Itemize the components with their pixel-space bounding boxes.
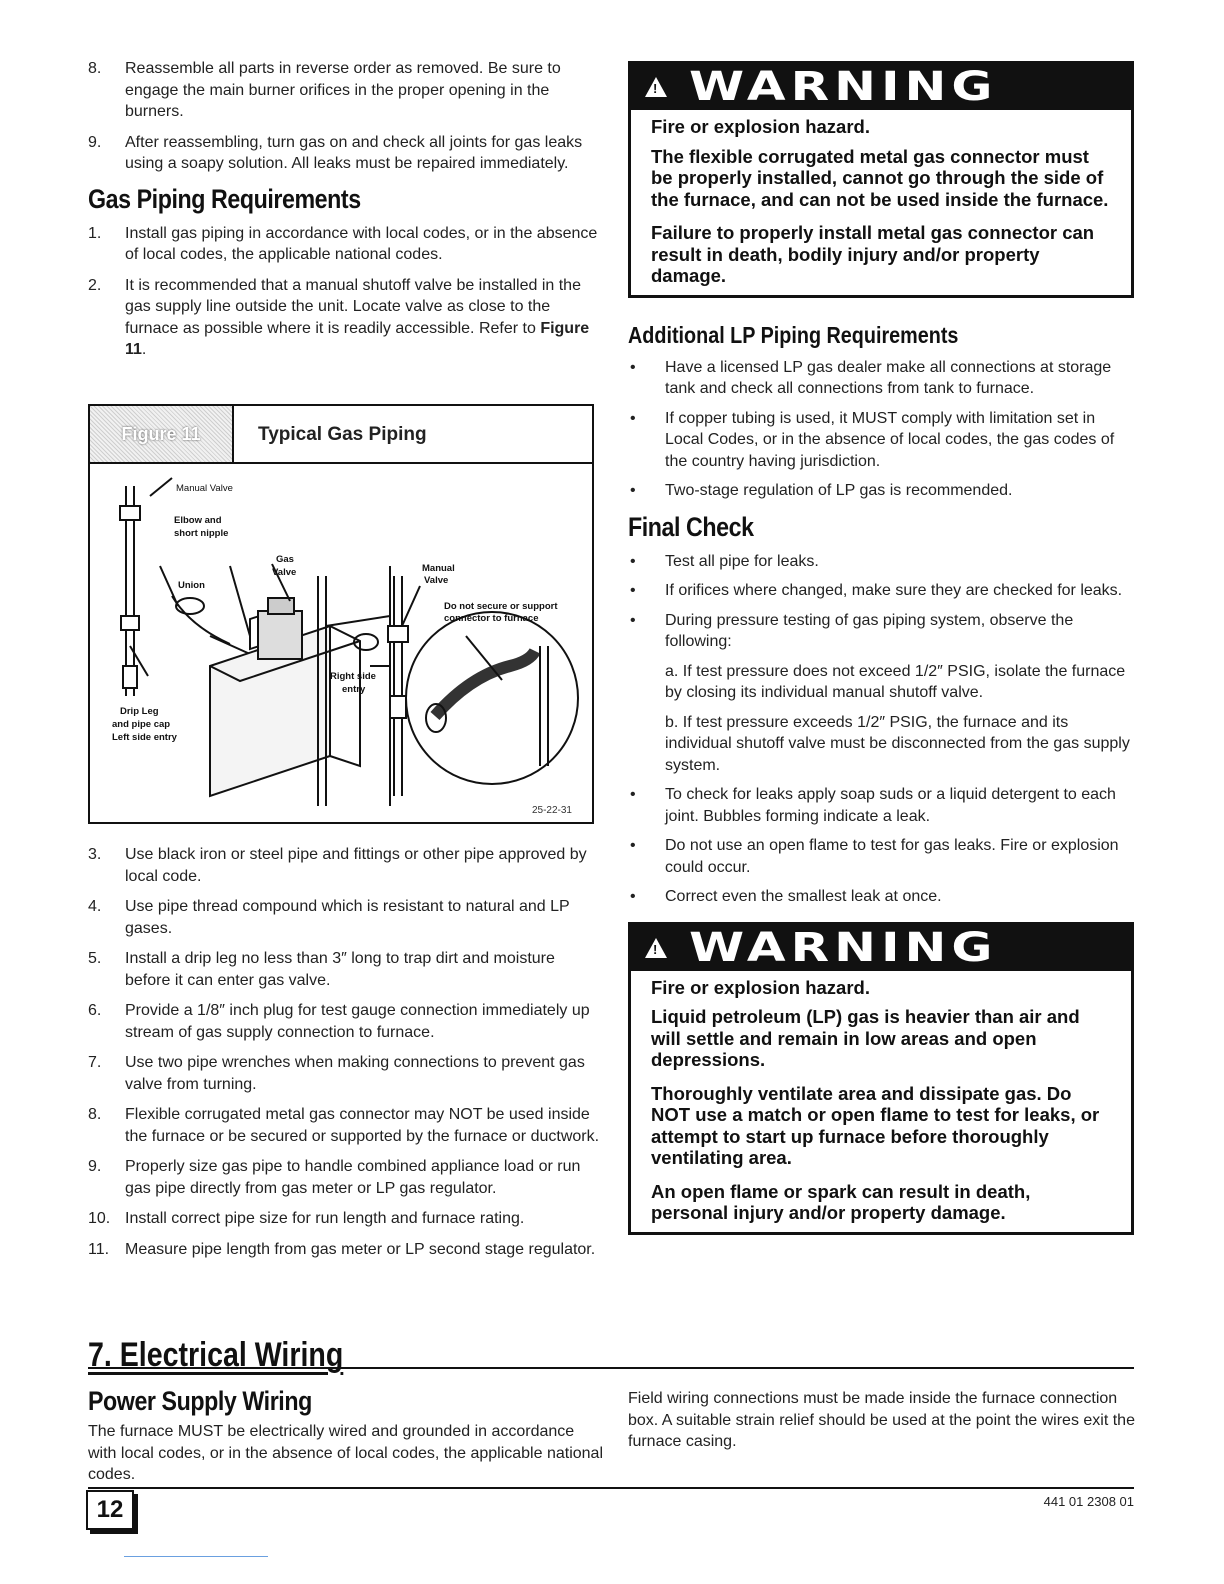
list-item: 1. Install gas piping in accordance with local codes, or in the absence of local codes, the applicable national codes. <box>88 224 598 263</box>
list-item: 4. Use pipe thread compound which is resistant to natural and LP gases. <box>88 898 570 937</box>
left-column-top <box>88 58 600 370</box>
gas-piping-diagram <box>90 466 588 816</box>
warning-line: Fire or explosion hazard. <box>651 116 870 137</box>
figure-tab: Figure 11 <box>90 406 234 464</box>
list-item: • Correct even the smallest leak at once. <box>630 888 942 905</box>
field-wiring-text: Field wiring connections must be made inside the furnace connection box. A suitable strain relief should be used at the point the wires exit the furnace casing. <box>628 1390 1135 1450</box>
label-pipe-cap: and pipe cap <box>112 719 171 730</box>
warning-line: An open flame or spark can result in death, personal injury and/or property damage. <box>651 1180 1031 1223</box>
list-item: 5. Install a drip leg no less than 3″ long to trap dirt and moisture before it can enter gas valve. <box>88 950 555 989</box>
warning-box-lp-gas <box>628 922 1134 1235</box>
document-code: 441 01 2308 01 <box>1043 1494 1134 1509</box>
label-elbow: Elbow and <box>174 515 222 526</box>
warning-triangle-icon: ! <box>645 938 667 958</box>
label-short-nipple: short nipple <box>174 528 229 539</box>
warning-body <box>631 971 1131 1232</box>
right-column <box>628 61 1134 1235</box>
final-check-list-continued <box>628 784 1134 908</box>
final-check-list <box>628 551 1134 653</box>
list-item: 11. Measure pipe length from gas meter or LP second stage regulator. <box>88 1240 596 1258</box>
label-entry: entry <box>342 684 366 695</box>
bottom-link-underline <box>124 1556 268 1557</box>
warning-body <box>631 110 1131 295</box>
figure-11 <box>88 404 594 824</box>
power-supply-heading: Power Supply Wiring <box>88 1386 312 1416</box>
lp-piping-list <box>628 357 1134 502</box>
list-item: 8. Reassemble all parts in reverse order as removed. Be sure to engage the main burner orifices in the proper opening in the burners. <box>88 60 561 120</box>
reassembly-steps <box>88 58 600 175</box>
gas-piping-heading: Gas Piping Requirements <box>88 183 361 214</box>
label-do-not-secure: Do not secure or support <box>444 601 558 612</box>
figure-header-rule <box>232 462 592 464</box>
warning-box-connector <box>628 61 1134 298</box>
warning-header <box>631 64 1131 110</box>
left-column-bottom <box>88 844 600 1269</box>
list-item: 10. Install correct pipe size for run length and furnace rating. <box>88 1210 525 1227</box>
label-union: Union <box>178 580 205 591</box>
list-item: • If orifices where changed, make sure they are checked for leaks. <box>630 582 1123 599</box>
list-item: • Do not use an open flame to test for gas leaks. Fire or explosion could occur. <box>630 837 1119 876</box>
label-left-side-entry: Left side entry <box>112 732 177 743</box>
power-supply-section <box>88 1386 604 1486</box>
page-number: 12 <box>86 1490 134 1530</box>
list-item: • During pressure testing of gas piping system, observe the following: <box>630 611 1074 650</box>
final-sub-b: b. If test pressure exceeds 1/2″ PSIG, the furnace and its individual shutoff valve must be disconnected from the gas supply system. <box>665 713 1130 774</box>
label-manual: Manual <box>422 563 455 574</box>
list-item: 9. After reassembling, turn gas on and check all joints for gas leaks using a soapy solution. All leaks must be repaired immediately. <box>88 133 583 172</box>
warning-line: Fire or explosion hazard. <box>651 976 870 998</box>
warning-word: WARNING <box>689 924 998 971</box>
figure-code: 25-22-31 <box>531 805 572 816</box>
warning-triangle-icon: ! <box>645 77 667 97</box>
list-item: • To check for leaks apply soap suds or a liquid detergent to each joint. Bubbles forming indicate a leak. <box>630 786 1116 825</box>
label-gas-valve: Valve <box>272 567 297 578</box>
label-manual-valve: Valve <box>424 575 449 586</box>
list-item: • If copper tubing is used, it MUST comply with limitation set in Local Codes, or in the absence of local codes, the gas codes of the country having jurisdiction. <box>630 409 1115 470</box>
list-item: 3. Use black iron or steel pipe and fittings or other pipe approved by local code. <box>88 846 587 885</box>
lp-piping-heading: Additional LP Piping Requirements <box>628 321 959 348</box>
warning-line: The flexible corrugated metal gas connector must be properly installed, cannot go through the side of the furnace, and can not be used inside the furnace. <box>651 145 1109 210</box>
field-wiring-section <box>628 1388 1138 1453</box>
list-item: • Two-stage regulation of LP gas is recommended. <box>630 482 1013 499</box>
list-item: • Have a licensed LP gas dealer make all connections at storage tank and check all connections from tank to furnace. <box>630 358 1112 397</box>
warning-header <box>631 925 1131 971</box>
list-item: 7. Use two pipe wrenches when making connections to prevent gas valve from turning. <box>88 1054 585 1093</box>
list-item: 2. It is recommended that a manual shutoff valve be installed in the gas supply line outside the unit. Locate valve as close to the furnace as possible where it is readily accessible. Refer to Figure 11. <box>88 276 590 358</box>
figure-title: Typical Gas Piping <box>258 424 427 445</box>
warning-word: WARNING <box>689 64 998 110</box>
electrical-wiring-title: 7. Electrical Wiring <box>88 1336 344 1374</box>
label-right-side: Right side <box>330 671 376 682</box>
list-item: 9. Properly size gas pipe to handle combined appliance load or run gas pipe directly from gas meter or LP gas regulator. <box>88 1158 581 1197</box>
warning-line: Failure to properly install metal gas connector can result in death, bodily injury and/or property damage. <box>651 222 1095 286</box>
final-check-heading: Final Check <box>628 511 754 542</box>
section-rule <box>88 1367 1134 1369</box>
final-sub-a: a. If test pressure does not exceed 1/2″ PSIG, isolate the furnace by closing its individual manual shutoff valve. <box>665 662 1126 701</box>
list-item: 6. Provide a 1/8″ inch plug for test gauge connection immediately up stream of gas supply connection to furnace. <box>88 1002 590 1041</box>
figure-reference: Figure 11 <box>125 319 590 358</box>
gas-piping-steps <box>88 223 600 361</box>
list-item: 8. Flexible corrugated metal gas connector may NOT be used inside the furnace or be secured or supported by the furnace or ductwork. <box>88 1106 600 1145</box>
label-drip-leg: Drip Leg <box>120 706 159 717</box>
warning-line: Thoroughly ventilate area and dissipate gas. Do NOT use a match or open flame to test for leaks, or attempt to start up furnace before thoroughly ventilating area. <box>651 1082 1100 1168</box>
gas-piping-steps-continued <box>88 844 600 1260</box>
label-manual-valve-top: Manual Valve <box>176 483 233 494</box>
warning-line: Liquid petroleum (LP) gas is heavier than air and will settle and remain in low areas and open depressions. <box>651 1006 1080 1070</box>
list-item: • Test all pipe for leaks. <box>630 552 819 570</box>
label-connector: connector to furnace <box>444 613 539 624</box>
power-supply-text: The furnace MUST be electrically wired and grounded in accordance with local codes, or in the absence of local codes, the applicable national codes. <box>88 1423 603 1483</box>
footer-rule <box>88 1487 1134 1489</box>
label-gas: Gas <box>276 554 294 565</box>
